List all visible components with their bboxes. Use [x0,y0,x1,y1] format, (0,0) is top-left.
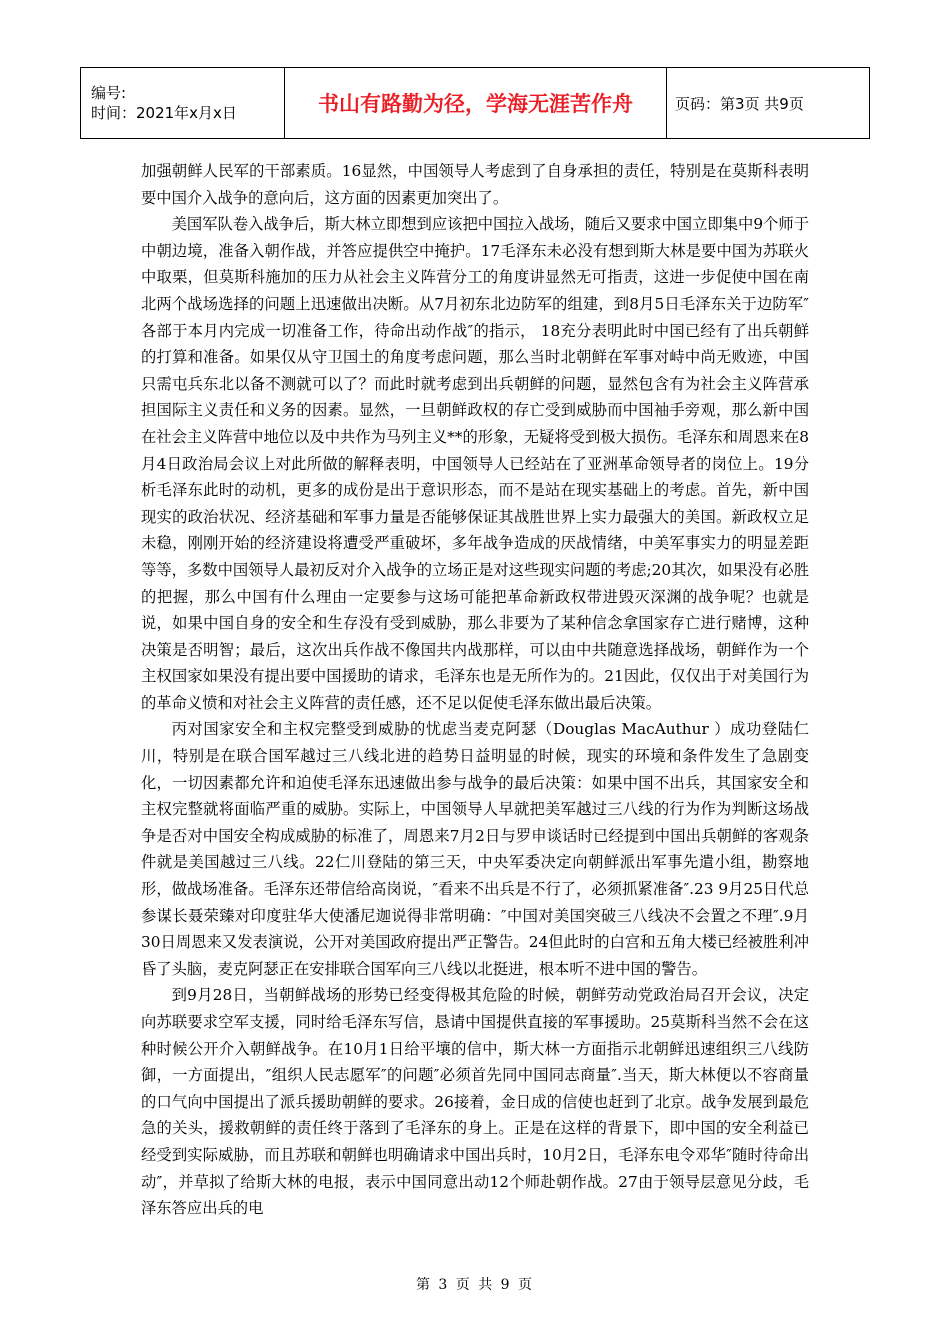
paragraph: 加强朝鲜人民军的干部素质。16显然，中国领导人考虑到了自身承担的责任，特别是在莫斯科表明要中国介入战争的意向后，这方面的因素更加突出了。 [141,162,809,207]
header-info-cell [81,68,285,139]
page-header [80,67,870,139]
document-number-label: 编号: [91,84,127,102]
document-time-label: 时间：2021年x月x日 [91,104,237,122]
header-page-cell [667,68,870,139]
header-page-info: 页码：第3页 共9页 [675,94,804,113]
document-body [141,158,809,1222]
header-motto-cell [285,68,667,139]
page-footer: 第 3 页 共 9 页 [415,1277,535,1293]
paragraph: 丙对国家安全和主权完整受到威胁的忧虑当麦克阿瑟（Douglas MacAuthur ）成功登陆仁川，特别是在联合国军越过三八线北进的趋势日益明显的时候，现实的环境和条件发生了急剧变化，一切因素都允许和迫使毛泽东迅速做出参与战争的最后决策：如果中国不出兵，其国家安全和主权完整就将面临严重的威胁。实际上，中国领导人早就把美军越过三八线的行为作为判断这场战争是否对中国安全构成威胁的标准了，周恩来7月2日与罗申谈话时已经提到中国出兵朝鲜的客观条件就是美国越过三八线。22仁川登陆的第三天，中央军委决定向朝鲜派出军事先遣小组，勘察地形，做战场准备。毛泽东还带信给高岗说，″看来不出兵是不行了，必须抓紧准备″.23 9月25日代总参谋长聂荣臻对印度驻华大使潘尼迦说得非常明确：″中国对美国突破三八线决不会置之不理″.9月30日周恩来又发表演说，公开对美国政府提出严正警告。24但此时的白宫和五角大楼已经被胜利冲昏了头脑，麦克阿瑟正在安排联合国军向三八线以北挺进，根本听不进中国的警告。 [141,720,809,978]
paragraph: 到9月28日，当朝鲜战场的形势已经变得极其危险的时候，朝鲜劳动党政治局召开会议，决定向苏联要求空军支援，同时给毛泽东写信，恳请中国提供直接的军事援助。25莫斯科当然不会在这种时候公开介入朝鲜战争。在10月1日给平壤的信中，斯大林一方面指示北朝鲜迅速组织三八线防御，一方面提出，″组织人民志愿军″的问题″必须首先同中国同志商量″.当天，斯大林便以不容商量的口气向中国提出了派兵援助朝鲜的要求。26接着，金日成的信使也赶到了北京。战争发展到最危急的关头，援救朝鲜的责任终于落到了毛泽东的身上。正是在这样的背景下，即中国的安全利益已经受到实际威胁，而且苏联和朝鲜也明确请求中国出兵时，10月2日，毛泽东电令邓华″随时待命出动″，并草拟了给斯大林的电报，表示中国同意出动12个师赴朝作战。27由于领导层意见分歧，毛泽东答应出兵的电 [141,986,809,1218]
header-motto: 书山有路勤为径，学海无涯苦作舟 [318,92,633,116]
paragraph: 美国军队卷入战争后，斯大林立即想到应该把中国拉入战场，随后又要求中国立即集中9个师于中朝边境，准备入朝作战，并答应提供空中掩护。17毛泽东未必没有想到斯大林是要中国为苏联火中取栗，但莫斯科施加的压力从社会主义阵营分工的角度讲显然无可指责，这进一步促使中国在南北两个战场选择的问题上迅速做出决断。从7月初东北边防军的组建，到8月5日毛泽东关于边防军″各部于本月内完成一切准备工作，待命出动作战″的指示， 18充分表明此时中国已经有了出兵朝鲜的打算和准备。如果仅从守卫国土的角度考虑问题，那么当时北朝鲜在军事对峙中尚无败迹，中国只需屯兵东北以备不测就可以了？而此时就考虑到出兵朝鲜的问题，显然包含有为社会主义阵营承担国际主义责任和义务的因素。显然，一旦朝鲜政权的存亡受到威胁而中国袖手旁观，那么新中国在社会主义阵营中地位以及中共作为马列主义**的形象，无疑将受到极大损伤。毛泽东和周恩来在8月4日政治局会议上对此所做的解释表明，中国领导人已经站在了亚洲革命领导者的岗位上。19分析毛泽东此时的动机，更多的成份是出于意识形态，而不是站在现实基础上的考虑。首先，新中国现实的政治状况、经济基础和军事力量是否能够保证其战胜世界上实力最强大的美国。新政权立足未稳，刚刚开始的经济建设将遭受严重破坏，多年战争造成的厌战情绪，中美军事实力的明显差距等等，多数中国领导人最初反对介入战争的立场正是对这些现实问题的考虑;20其次，如果没有必胜的把握，那么中国有什么理由一定要参与这场可能把革命新政权带进毁灭深渊的战争呢？也就是说，如果中国自身的安全和生存没有受到威胁，那么非要为了某种信念拿国家存亡进行赌博，这种决策是否明智；最后，这次出兵作战不像国共内战那样，可以由中共随意选择战场，朝鲜作为一个主权国家如果没有提出要中国援助的请求，毛泽东也是无所作为的。21因此，仅仅出于对美国行为的革命义愤和对社会主义阵营的责任感，还不足以促使毛泽东做出最后决策。 [141,215,809,712]
